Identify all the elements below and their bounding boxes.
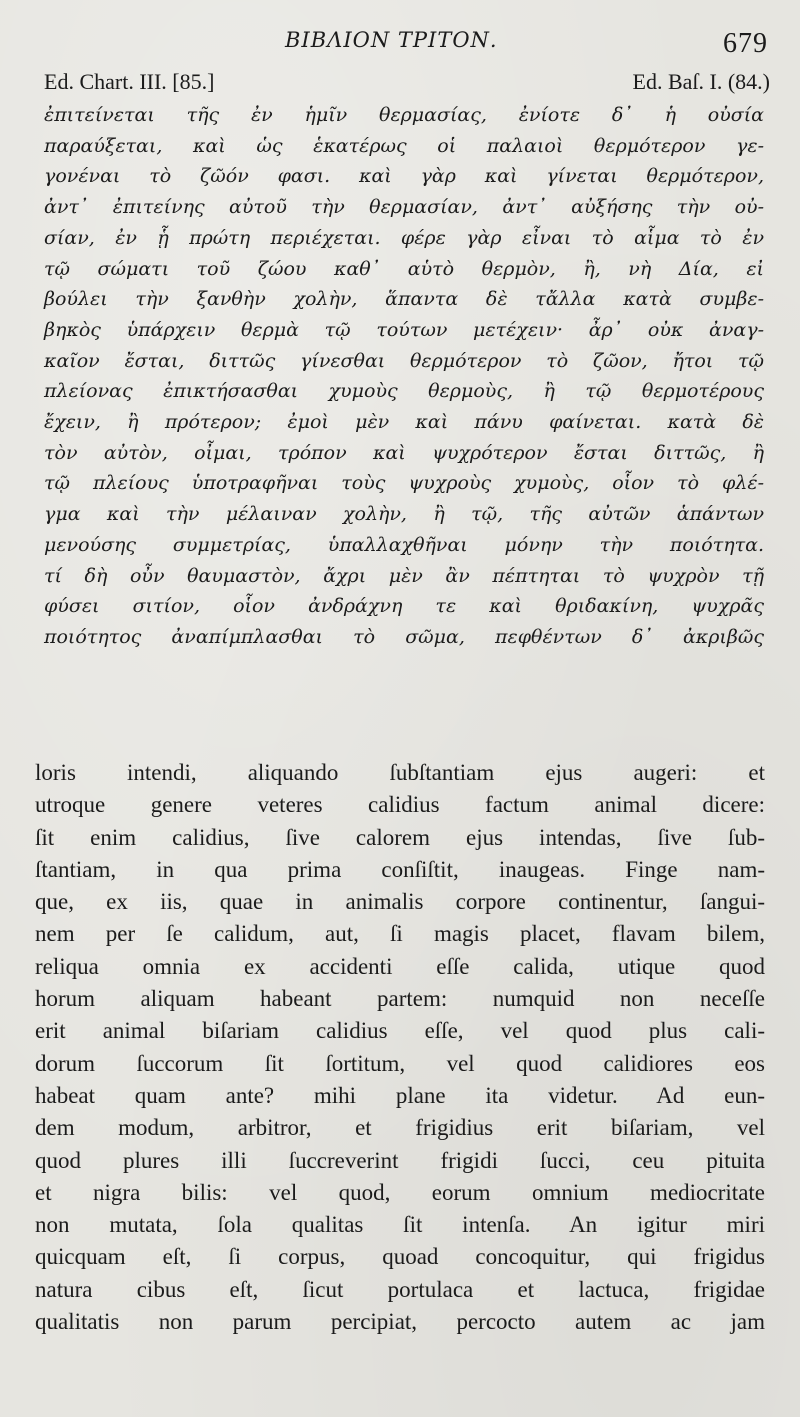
greek-text-line: φύσει σιτίον, οἷον ἀνδράχνη τε καὶ θριδακίνη, ψυχρᾶς <box>44 595 764 618</box>
greek-text-line: καῖον ἔσται, διττῶς γίνεσθαι θερμότερον τὸ ζῶον, ἤτοι τῷ <box>44 349 764 372</box>
latin-text-line: ſit enim calidius, ſive calorem ejus intendas, ſive ſub- <box>35 824 765 850</box>
greek-text-line: τῷ πλείους ὑποτραφῆναι τοὺς ψυχροὺς χυμοὺς, οἷον τὸ φλέ- <box>44 472 764 495</box>
greek-text-line: βούλει τὴν ξανθὴν χολὴν, ἅπαντα δὲ τἄλλα κατὰ συμβε- <box>44 288 764 311</box>
greek-text-line: ἔχειν, ἢ πρότερον; ἐμοὶ μὲν καὶ πάνυ φαίνεται. κατὰ δὲ <box>44 411 764 434</box>
latin-text-line: quod plures illi ſuccreverint frigidi ſucci, ceu pituita <box>35 1147 765 1173</box>
greek-text-line: παραύξεται, καὶ ὡς ἑκατέρως οἱ παλαιοὶ θερμότερον γε- <box>44 134 764 157</box>
latin-text-line: dorum ſuccorum ſit ſortitum, vel quod calidiores eos <box>35 1050 765 1076</box>
latin-text-line: quicquam eſt, ſi corpus, quoad concoquitur, qui frigidus <box>35 1244 765 1270</box>
edition-basel-reference: Ed. Baſ. I. (84.) <box>632 69 770 94</box>
latin-text-line: horum aliquam habeant partem: numquid non neceſſe <box>35 986 765 1012</box>
greek-text-line: βηκὸς ὑπάρχειν θερμὰ τῷ τούτων μετέχειν· ἆρ᾽ οὐκ ἀναγ- <box>44 318 764 341</box>
latin-text-line: nem per ſe calidum, aut, ſi magis placet, flavam bilem, <box>35 921 765 947</box>
latin-text-line: non mutata, ſola qualitas ſit intenſa. An igitur miri <box>35 1212 765 1238</box>
edition-chart-reference: Ed. Chart. III. [85.] <box>44 69 215 94</box>
greek-text-line: μενούσης συμμετρίας, ὑπαλλαχθῆναι μόνην τὴν ποιότητα. <box>44 533 764 556</box>
page-number: 679 <box>723 28 768 59</box>
latin-text-line: utroque genere veteres calidius factum animal dicere: <box>35 792 765 818</box>
greek-text-line: γονέναι τὸ ζῶόν φασι. καὶ γὰρ καὶ γίνεται θερμότερον, <box>44 165 764 188</box>
greek-text-line: τί δὴ οὖν θαυμαστὸν, ἄχρι μὲν ἂν πέπτηται τὸ ψυχρὸν τῇ <box>44 564 764 587</box>
latin-text-line: que, ex iis, quae in animalis corpore continentur, ſangui- <box>35 889 765 915</box>
greek-text-line: ἀντ᾽ ἐπιτείνης αὐτοῦ τὴν θερμασίαν, ἀντ᾽ αὐξήσης τὴν οὐ- <box>44 196 764 219</box>
greek-text-line: σίαν, ἐν ᾗ πρώτη περιέχεται. φέρε γὰρ εἶναι τὸ αἷμα τὸ ἐν <box>44 226 764 249</box>
greek-text-line: γμα καὶ τὴν μέλαιναν χολὴν, ἢ τῷ, τῆς αὐτῶν ἁπάντων <box>44 503 764 526</box>
latin-text-line: habeat quam ante? mihi plane ita videtur. Ad eun- <box>35 1082 765 1108</box>
latin-text-line: natura cibus eſt, ſicut portulaca et lactuca, frigidae <box>35 1276 765 1302</box>
greek-text-line: πλείονας ἐπικτήσασθαι χυμοὺς θερμοὺς, ἢ τῷ θερμοτέρους <box>44 380 764 403</box>
latin-text-line: reliqua omnia ex accidenti eſſe calida, utique quod <box>35 953 765 979</box>
latin-text-line: erit animal biſariam calidius eſſe, vel quod plus cali- <box>35 1018 765 1044</box>
greek-text-block <box>44 100 764 653</box>
latin-text-block <box>35 757 765 1338</box>
latin-text-line: et nigra bilis: vel quod, eorum omnium mediocritate <box>35 1179 765 1205</box>
greek-text-line: τὸν αὐτὸν, οἶμαι, τρόπον καὶ ψυχρότερον ἔσται διττῶς, ἢ <box>44 441 764 464</box>
greek-text-line: ποιότητος ἀναπίμπλασθαι τὸ σῶμα, πεφθέντων δ᾽ ἀκριβῶς <box>44 625 764 648</box>
greek-text-line: ἐπιτείνεται τῆς ἐν ἡμῖν θερμασίας, ἐνίοτε δ᾽ ἡ οὐσία <box>44 104 764 126</box>
latin-text-line: loris intendi, aliquando ſubſtantiam ejus augeri: et <box>35 760 765 785</box>
greek-text-line: τῷ σώματι τοῦ ζώου καθ᾽ αὑτὸ θερμὸν, ἢ, νὴ Δία, εἰ <box>44 257 764 280</box>
latin-text-line: ſtantiam, in qua prima conſiſtit, inaugeas. Finge nam- <box>35 856 765 882</box>
edition-references <box>44 69 770 95</box>
latin-text-line: qualitatis non parum percipiat, percocto autem ac jam <box>35 1309 765 1335</box>
latin-text-line: dem modum, arbitror, et frigidius erit biſariam, vel <box>35 1115 765 1141</box>
running-head: ΒΙΒΛΙΟΝ ΤΡΙΤΟΝ. <box>285 28 498 52</box>
